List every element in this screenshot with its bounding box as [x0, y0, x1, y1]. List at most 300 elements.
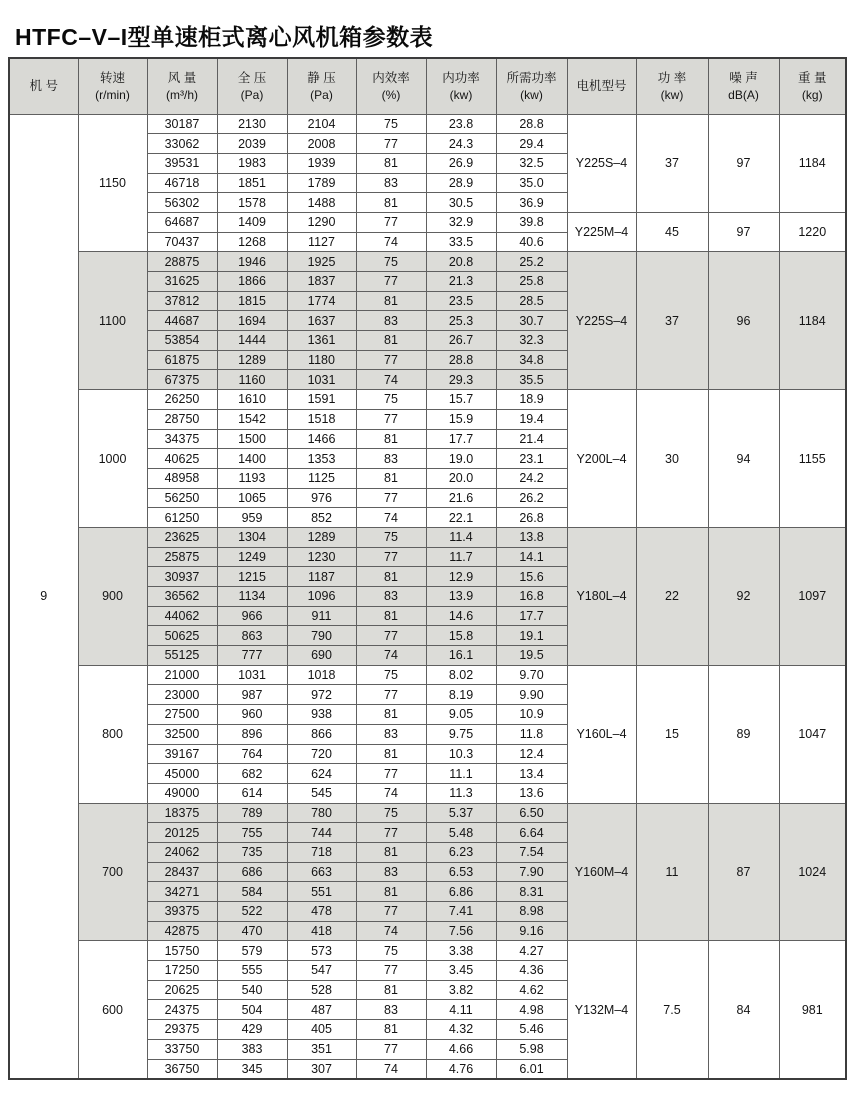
required-power-cell: 9.90	[496, 685, 567, 705]
col-unit: (r/min)	[95, 87, 130, 102]
total-pressure-cell: 1268	[217, 232, 287, 252]
required-power-cell: 36.9	[496, 193, 567, 213]
weight-cell: 1155	[779, 390, 846, 528]
internal-power-cell: 13.9	[426, 587, 496, 607]
airflow-cell: 30937	[147, 567, 217, 587]
airflow-cell: 32500	[147, 724, 217, 744]
col-label: 内效率	[372, 70, 410, 85]
efficiency-cell: 74	[356, 783, 426, 803]
total-pressure-cell: 1400	[217, 449, 287, 469]
motor-power-cell: 37	[636, 252, 708, 390]
motor-model-cell: Y132M–4	[567, 941, 636, 1079]
static-pressure-cell: 938	[287, 705, 356, 725]
internal-power-cell: 15.7	[426, 390, 496, 410]
weight-cell: 981	[779, 941, 846, 1079]
motor-model-cell: Y200L–4	[567, 390, 636, 528]
motor-power-cell: 7.5	[636, 941, 708, 1079]
col-header-machine-no	[9, 58, 78, 114]
motor-model-cell: Y225S–4	[567, 252, 636, 390]
col-label: 电机型号	[576, 78, 627, 93]
static-pressure-cell: 720	[287, 744, 356, 764]
required-power-cell: 10.9	[496, 705, 567, 725]
efficiency-cell: 77	[356, 409, 426, 429]
total-pressure-cell: 1031	[217, 665, 287, 685]
efficiency-cell: 75	[356, 527, 426, 547]
col-unit: (m³/h)	[166, 87, 198, 102]
total-pressure-cell: 1065	[217, 488, 287, 508]
static-pressure-cell: 718	[287, 842, 356, 862]
static-pressure-cell: 744	[287, 823, 356, 843]
static-pressure-cell: 528	[287, 980, 356, 1000]
internal-power-cell: 8.19	[426, 685, 496, 705]
internal-power-cell: 30.5	[426, 193, 496, 213]
internal-power-cell: 5.48	[426, 823, 496, 843]
efficiency-cell: 75	[356, 252, 426, 272]
required-power-cell: 18.9	[496, 390, 567, 410]
static-pressure-cell: 1361	[287, 331, 356, 351]
total-pressure-cell: 1946	[217, 252, 287, 272]
internal-power-cell: 7.41	[426, 902, 496, 922]
total-pressure-cell: 1500	[217, 429, 287, 449]
efficiency-cell: 83	[356, 724, 426, 744]
required-power-cell: 15.6	[496, 567, 567, 587]
motor-power-cell: 15	[636, 665, 708, 803]
required-power-cell: 4.36	[496, 961, 567, 981]
total-pressure-cell: 1134	[217, 587, 287, 607]
internal-power-cell: 11.7	[426, 547, 496, 567]
col-unit: (Pa)	[310, 87, 333, 102]
required-power-cell: 14.1	[496, 547, 567, 567]
static-pressure-cell: 972	[287, 685, 356, 705]
table-row	[9, 665, 846, 685]
total-pressure-cell: 682	[217, 764, 287, 784]
internal-power-cell: 22.1	[426, 508, 496, 528]
noise-cell: 89	[708, 665, 779, 803]
airflow-cell: 67375	[147, 370, 217, 390]
col-header-weight	[779, 58, 846, 114]
efficiency-cell: 81	[356, 331, 426, 351]
internal-power-cell: 20.0	[426, 468, 496, 488]
static-pressure-cell: 1789	[287, 173, 356, 193]
weight-cell: 1024	[779, 803, 846, 941]
internal-power-cell: 4.76	[426, 1059, 496, 1079]
col-header-motor-model	[567, 58, 636, 114]
required-power-cell: 23.1	[496, 449, 567, 469]
required-power-cell: 32.3	[496, 331, 567, 351]
motor-model-cell: Y180L–4	[567, 527, 636, 665]
static-pressure-cell: 1518	[287, 409, 356, 429]
total-pressure-cell: 1815	[217, 291, 287, 311]
col-unit: dB(A)	[728, 87, 759, 102]
airflow-cell: 39167	[147, 744, 217, 764]
airflow-cell: 56250	[147, 488, 217, 508]
table-body	[9, 114, 846, 1079]
airflow-cell: 33750	[147, 1039, 217, 1059]
required-power-cell: 12.4	[496, 744, 567, 764]
col-unit: (%)	[381, 87, 401, 102]
speed-cell: 1100	[78, 252, 147, 390]
noise-cell: 97	[708, 114, 779, 212]
motor-model-cell: Y225S–4	[567, 114, 636, 212]
efficiency-cell: 77	[356, 823, 426, 843]
table-row	[9, 390, 846, 410]
total-pressure-cell: 1578	[217, 193, 287, 213]
internal-power-cell: 14.6	[426, 606, 496, 626]
static-pressure-cell: 551	[287, 882, 356, 902]
static-pressure-cell: 1127	[287, 232, 356, 252]
total-pressure-cell: 1851	[217, 173, 287, 193]
static-pressure-cell: 1466	[287, 429, 356, 449]
internal-power-cell: 3.45	[426, 961, 496, 981]
static-pressure-cell: 307	[287, 1059, 356, 1079]
airflow-cell: 55125	[147, 646, 217, 666]
motor-power-cell: 30	[636, 390, 708, 528]
required-power-cell: 19.1	[496, 626, 567, 646]
weight-cell: 1097	[779, 527, 846, 665]
airflow-cell: 39531	[147, 153, 217, 173]
internal-power-cell: 21.6	[426, 488, 496, 508]
internal-power-cell: 7.56	[426, 921, 496, 941]
total-pressure-cell: 960	[217, 705, 287, 725]
airflow-cell: 37812	[147, 291, 217, 311]
col-label: 静 压	[307, 70, 336, 85]
required-power-cell: 9.70	[496, 665, 567, 685]
efficiency-cell: 77	[356, 1039, 426, 1059]
efficiency-cell: 81	[356, 606, 426, 626]
required-power-cell: 17.7	[496, 606, 567, 626]
col-label: 机 号	[29, 78, 58, 93]
static-pressure-cell: 852	[287, 508, 356, 528]
efficiency-cell: 77	[356, 961, 426, 981]
airflow-cell: 23625	[147, 527, 217, 547]
total-pressure-cell: 755	[217, 823, 287, 843]
speed-cell: 1150	[78, 114, 147, 252]
airflow-cell: 48958	[147, 468, 217, 488]
airflow-cell: 20625	[147, 980, 217, 1000]
efficiency-cell: 83	[356, 587, 426, 607]
airflow-cell: 50625	[147, 626, 217, 646]
airflow-cell: 18375	[147, 803, 217, 823]
airflow-cell: 17250	[147, 961, 217, 981]
static-pressure-cell: 1837	[287, 272, 356, 292]
airflow-cell: 33062	[147, 134, 217, 154]
speed-cell: 900	[78, 527, 147, 665]
required-power-cell: 8.98	[496, 902, 567, 922]
total-pressure-cell: 470	[217, 921, 287, 941]
efficiency-cell: 83	[356, 173, 426, 193]
internal-power-cell: 4.66	[426, 1039, 496, 1059]
efficiency-cell: 75	[356, 803, 426, 823]
total-pressure-cell: 1694	[217, 311, 287, 331]
internal-power-cell: 4.32	[426, 1020, 496, 1040]
noise-cell: 94	[708, 390, 779, 528]
static-pressure-cell: 663	[287, 862, 356, 882]
total-pressure-cell: 1409	[217, 212, 287, 232]
efficiency-cell: 75	[356, 941, 426, 961]
noise-cell: 92	[708, 527, 779, 665]
airflow-cell: 64687	[147, 212, 217, 232]
total-pressure-cell: 1215	[217, 567, 287, 587]
airflow-cell: 31625	[147, 272, 217, 292]
airflow-cell: 56302	[147, 193, 217, 213]
internal-power-cell: 4.11	[426, 1000, 496, 1020]
col-header-efficiency	[356, 58, 426, 114]
airflow-cell: 36750	[147, 1059, 217, 1079]
total-pressure-cell: 522	[217, 902, 287, 922]
speed-cell: 1000	[78, 390, 147, 528]
airflow-cell: 25875	[147, 547, 217, 567]
required-power-cell: 40.6	[496, 232, 567, 252]
static-pressure-cell: 1290	[287, 212, 356, 232]
required-power-cell: 8.31	[496, 882, 567, 902]
col-label: 噪 声	[729, 70, 758, 85]
static-pressure-cell: 1353	[287, 449, 356, 469]
internal-power-cell: 12.9	[426, 567, 496, 587]
required-power-cell: 21.4	[496, 429, 567, 449]
motor-power-cell: 11	[636, 803, 708, 941]
static-pressure-cell: 478	[287, 902, 356, 922]
internal-power-cell: 9.75	[426, 724, 496, 744]
total-pressure-cell: 614	[217, 783, 287, 803]
total-pressure-cell: 504	[217, 1000, 287, 1020]
weight-cell: 1047	[779, 665, 846, 803]
motor-model-cell: Y160L–4	[567, 665, 636, 803]
internal-power-cell: 11.1	[426, 764, 496, 784]
airflow-cell: 61875	[147, 350, 217, 370]
total-pressure-cell: 789	[217, 803, 287, 823]
internal-power-cell: 16.1	[426, 646, 496, 666]
total-pressure-cell: 1542	[217, 409, 287, 429]
total-pressure-cell: 764	[217, 744, 287, 764]
airflow-cell: 28437	[147, 862, 217, 882]
required-power-cell: 35.0	[496, 173, 567, 193]
total-pressure-cell: 1304	[217, 527, 287, 547]
efficiency-cell: 81	[356, 705, 426, 725]
efficiency-cell: 81	[356, 468, 426, 488]
col-header-noise	[708, 58, 779, 114]
efficiency-cell: 81	[356, 842, 426, 862]
airflow-cell: 28750	[147, 409, 217, 429]
efficiency-cell: 77	[356, 350, 426, 370]
required-power-cell: 6.01	[496, 1059, 567, 1079]
table-row	[9, 114, 846, 134]
airflow-cell: 28875	[147, 252, 217, 272]
noise-cell: 84	[708, 941, 779, 1079]
col-header-motor-power	[636, 58, 708, 114]
table-row	[9, 527, 846, 547]
col-header-airflow	[147, 58, 217, 114]
static-pressure-cell: 1230	[287, 547, 356, 567]
static-pressure-cell: 351	[287, 1039, 356, 1059]
total-pressure-cell: 1249	[217, 547, 287, 567]
table-row	[9, 252, 846, 272]
total-pressure-cell: 555	[217, 961, 287, 981]
efficiency-cell: 74	[356, 646, 426, 666]
internal-power-cell: 29.3	[426, 370, 496, 390]
internal-power-cell: 26.7	[426, 331, 496, 351]
required-power-cell: 6.64	[496, 823, 567, 843]
col-header-speed	[78, 58, 147, 114]
total-pressure-cell: 584	[217, 882, 287, 902]
motor-power-cell: 45	[636, 212, 708, 251]
efficiency-cell: 77	[356, 764, 426, 784]
static-pressure-cell: 790	[287, 626, 356, 646]
efficiency-cell: 77	[356, 626, 426, 646]
airflow-cell: 39375	[147, 902, 217, 922]
internal-power-cell: 21.3	[426, 272, 496, 292]
efficiency-cell: 77	[356, 685, 426, 705]
col-header-static-pressure	[287, 58, 356, 114]
required-power-cell: 13.8	[496, 527, 567, 547]
airflow-cell: 20125	[147, 823, 217, 843]
static-pressure-cell: 690	[287, 646, 356, 666]
total-pressure-cell: 1610	[217, 390, 287, 410]
col-header-required-power	[496, 58, 567, 114]
internal-power-cell: 11.3	[426, 783, 496, 803]
efficiency-cell: 74	[356, 508, 426, 528]
required-power-cell: 35.5	[496, 370, 567, 390]
static-pressure-cell: 976	[287, 488, 356, 508]
static-pressure-cell: 1591	[287, 390, 356, 410]
efficiency-cell: 83	[356, 449, 426, 469]
efficiency-cell: 81	[356, 1020, 426, 1040]
machine-number-cell: 9	[9, 114, 78, 1079]
required-power-cell: 25.2	[496, 252, 567, 272]
internal-power-cell: 15.9	[426, 409, 496, 429]
efficiency-cell: 74	[356, 232, 426, 252]
internal-power-cell: 26.9	[426, 153, 496, 173]
static-pressure-cell: 2008	[287, 134, 356, 154]
internal-power-cell: 28.8	[426, 350, 496, 370]
airflow-cell: 44062	[147, 606, 217, 626]
airflow-cell: 61250	[147, 508, 217, 528]
efficiency-cell: 74	[356, 1059, 426, 1079]
static-pressure-cell: 1289	[287, 527, 356, 547]
internal-power-cell: 32.9	[426, 212, 496, 232]
required-power-cell: 28.5	[496, 291, 567, 311]
airflow-cell: 36562	[147, 587, 217, 607]
internal-power-cell: 33.5	[426, 232, 496, 252]
col-label: 功 率	[657, 70, 687, 85]
internal-power-cell: 3.38	[426, 941, 496, 961]
total-pressure-cell: 540	[217, 980, 287, 1000]
internal-power-cell: 25.3	[426, 311, 496, 331]
required-power-cell: 4.27	[496, 941, 567, 961]
total-pressure-cell: 1983	[217, 153, 287, 173]
static-pressure-cell: 573	[287, 941, 356, 961]
parameters-table	[8, 57, 847, 1080]
required-power-cell: 24.2	[496, 468, 567, 488]
col-header-total-pressure	[217, 58, 287, 114]
static-pressure-cell: 1488	[287, 193, 356, 213]
total-pressure-cell: 2039	[217, 134, 287, 154]
total-pressure-cell: 959	[217, 508, 287, 528]
internal-power-cell: 6.23	[426, 842, 496, 862]
motor-model-cell: Y160M–4	[567, 803, 636, 941]
required-power-cell: 11.8	[496, 724, 567, 744]
airflow-cell: 42875	[147, 921, 217, 941]
total-pressure-cell: 579	[217, 941, 287, 961]
efficiency-cell: 77	[356, 547, 426, 567]
airflow-cell: 70437	[147, 232, 217, 252]
airflow-cell: 27500	[147, 705, 217, 725]
efficiency-cell: 83	[356, 862, 426, 882]
internal-power-cell: 23.8	[426, 114, 496, 134]
required-power-cell: 6.50	[496, 803, 567, 823]
total-pressure-cell: 1289	[217, 350, 287, 370]
static-pressure-cell: 866	[287, 724, 356, 744]
efficiency-cell: 75	[356, 390, 426, 410]
static-pressure-cell: 1031	[287, 370, 356, 390]
speed-cell: 600	[78, 941, 147, 1079]
col-label: 全 压	[237, 70, 267, 85]
total-pressure-cell: 429	[217, 1020, 287, 1040]
internal-power-cell: 10.3	[426, 744, 496, 764]
airflow-cell: 34271	[147, 882, 217, 902]
total-pressure-cell: 345	[217, 1059, 287, 1079]
speed-cell: 700	[78, 803, 147, 941]
total-pressure-cell: 1160	[217, 370, 287, 390]
static-pressure-cell: 1018	[287, 665, 356, 685]
internal-power-cell: 8.02	[426, 665, 496, 685]
efficiency-cell: 81	[356, 744, 426, 764]
static-pressure-cell: 2104	[287, 114, 356, 134]
required-power-cell: 13.4	[496, 764, 567, 784]
required-power-cell: 29.4	[496, 134, 567, 154]
total-pressure-cell: 863	[217, 626, 287, 646]
total-pressure-cell: 2130	[217, 114, 287, 134]
internal-power-cell: 20.8	[426, 252, 496, 272]
static-pressure-cell: 1096	[287, 587, 356, 607]
airflow-cell: 45000	[147, 764, 217, 784]
airflow-cell: 40625	[147, 449, 217, 469]
internal-power-cell: 6.53	[426, 862, 496, 882]
total-pressure-cell: 686	[217, 862, 287, 882]
static-pressure-cell: 418	[287, 921, 356, 941]
total-pressure-cell: 777	[217, 646, 287, 666]
static-pressure-cell: 487	[287, 1000, 356, 1020]
required-power-cell: 39.8	[496, 212, 567, 232]
efficiency-cell: 81	[356, 567, 426, 587]
airflow-cell: 21000	[147, 665, 217, 685]
internal-power-cell: 19.0	[426, 449, 496, 469]
airflow-cell: 53854	[147, 331, 217, 351]
internal-power-cell: 3.82	[426, 980, 496, 1000]
required-power-cell: 4.98	[496, 1000, 567, 1020]
internal-power-cell: 24.3	[426, 134, 496, 154]
weight-cell: 1220	[779, 212, 846, 251]
static-pressure-cell: 1125	[287, 468, 356, 488]
col-header-internal-power	[426, 58, 496, 114]
total-pressure-cell: 1193	[217, 468, 287, 488]
static-pressure-cell: 545	[287, 783, 356, 803]
internal-power-cell: 17.7	[426, 429, 496, 449]
required-power-cell: 26.8	[496, 508, 567, 528]
required-power-cell: 16.8	[496, 587, 567, 607]
col-unit: (kg)	[801, 87, 823, 102]
static-pressure-cell: 1637	[287, 311, 356, 331]
noise-cell: 96	[708, 252, 779, 390]
required-power-cell: 5.98	[496, 1039, 567, 1059]
required-power-cell: 7.54	[496, 842, 567, 862]
table-row	[9, 803, 846, 823]
efficiency-cell: 77	[356, 134, 426, 154]
required-power-cell: 9.16	[496, 921, 567, 941]
col-label: 重 量	[798, 70, 827, 85]
efficiency-cell: 75	[356, 114, 426, 134]
col-label: 风 量	[167, 70, 197, 85]
required-power-cell: 26.2	[496, 488, 567, 508]
